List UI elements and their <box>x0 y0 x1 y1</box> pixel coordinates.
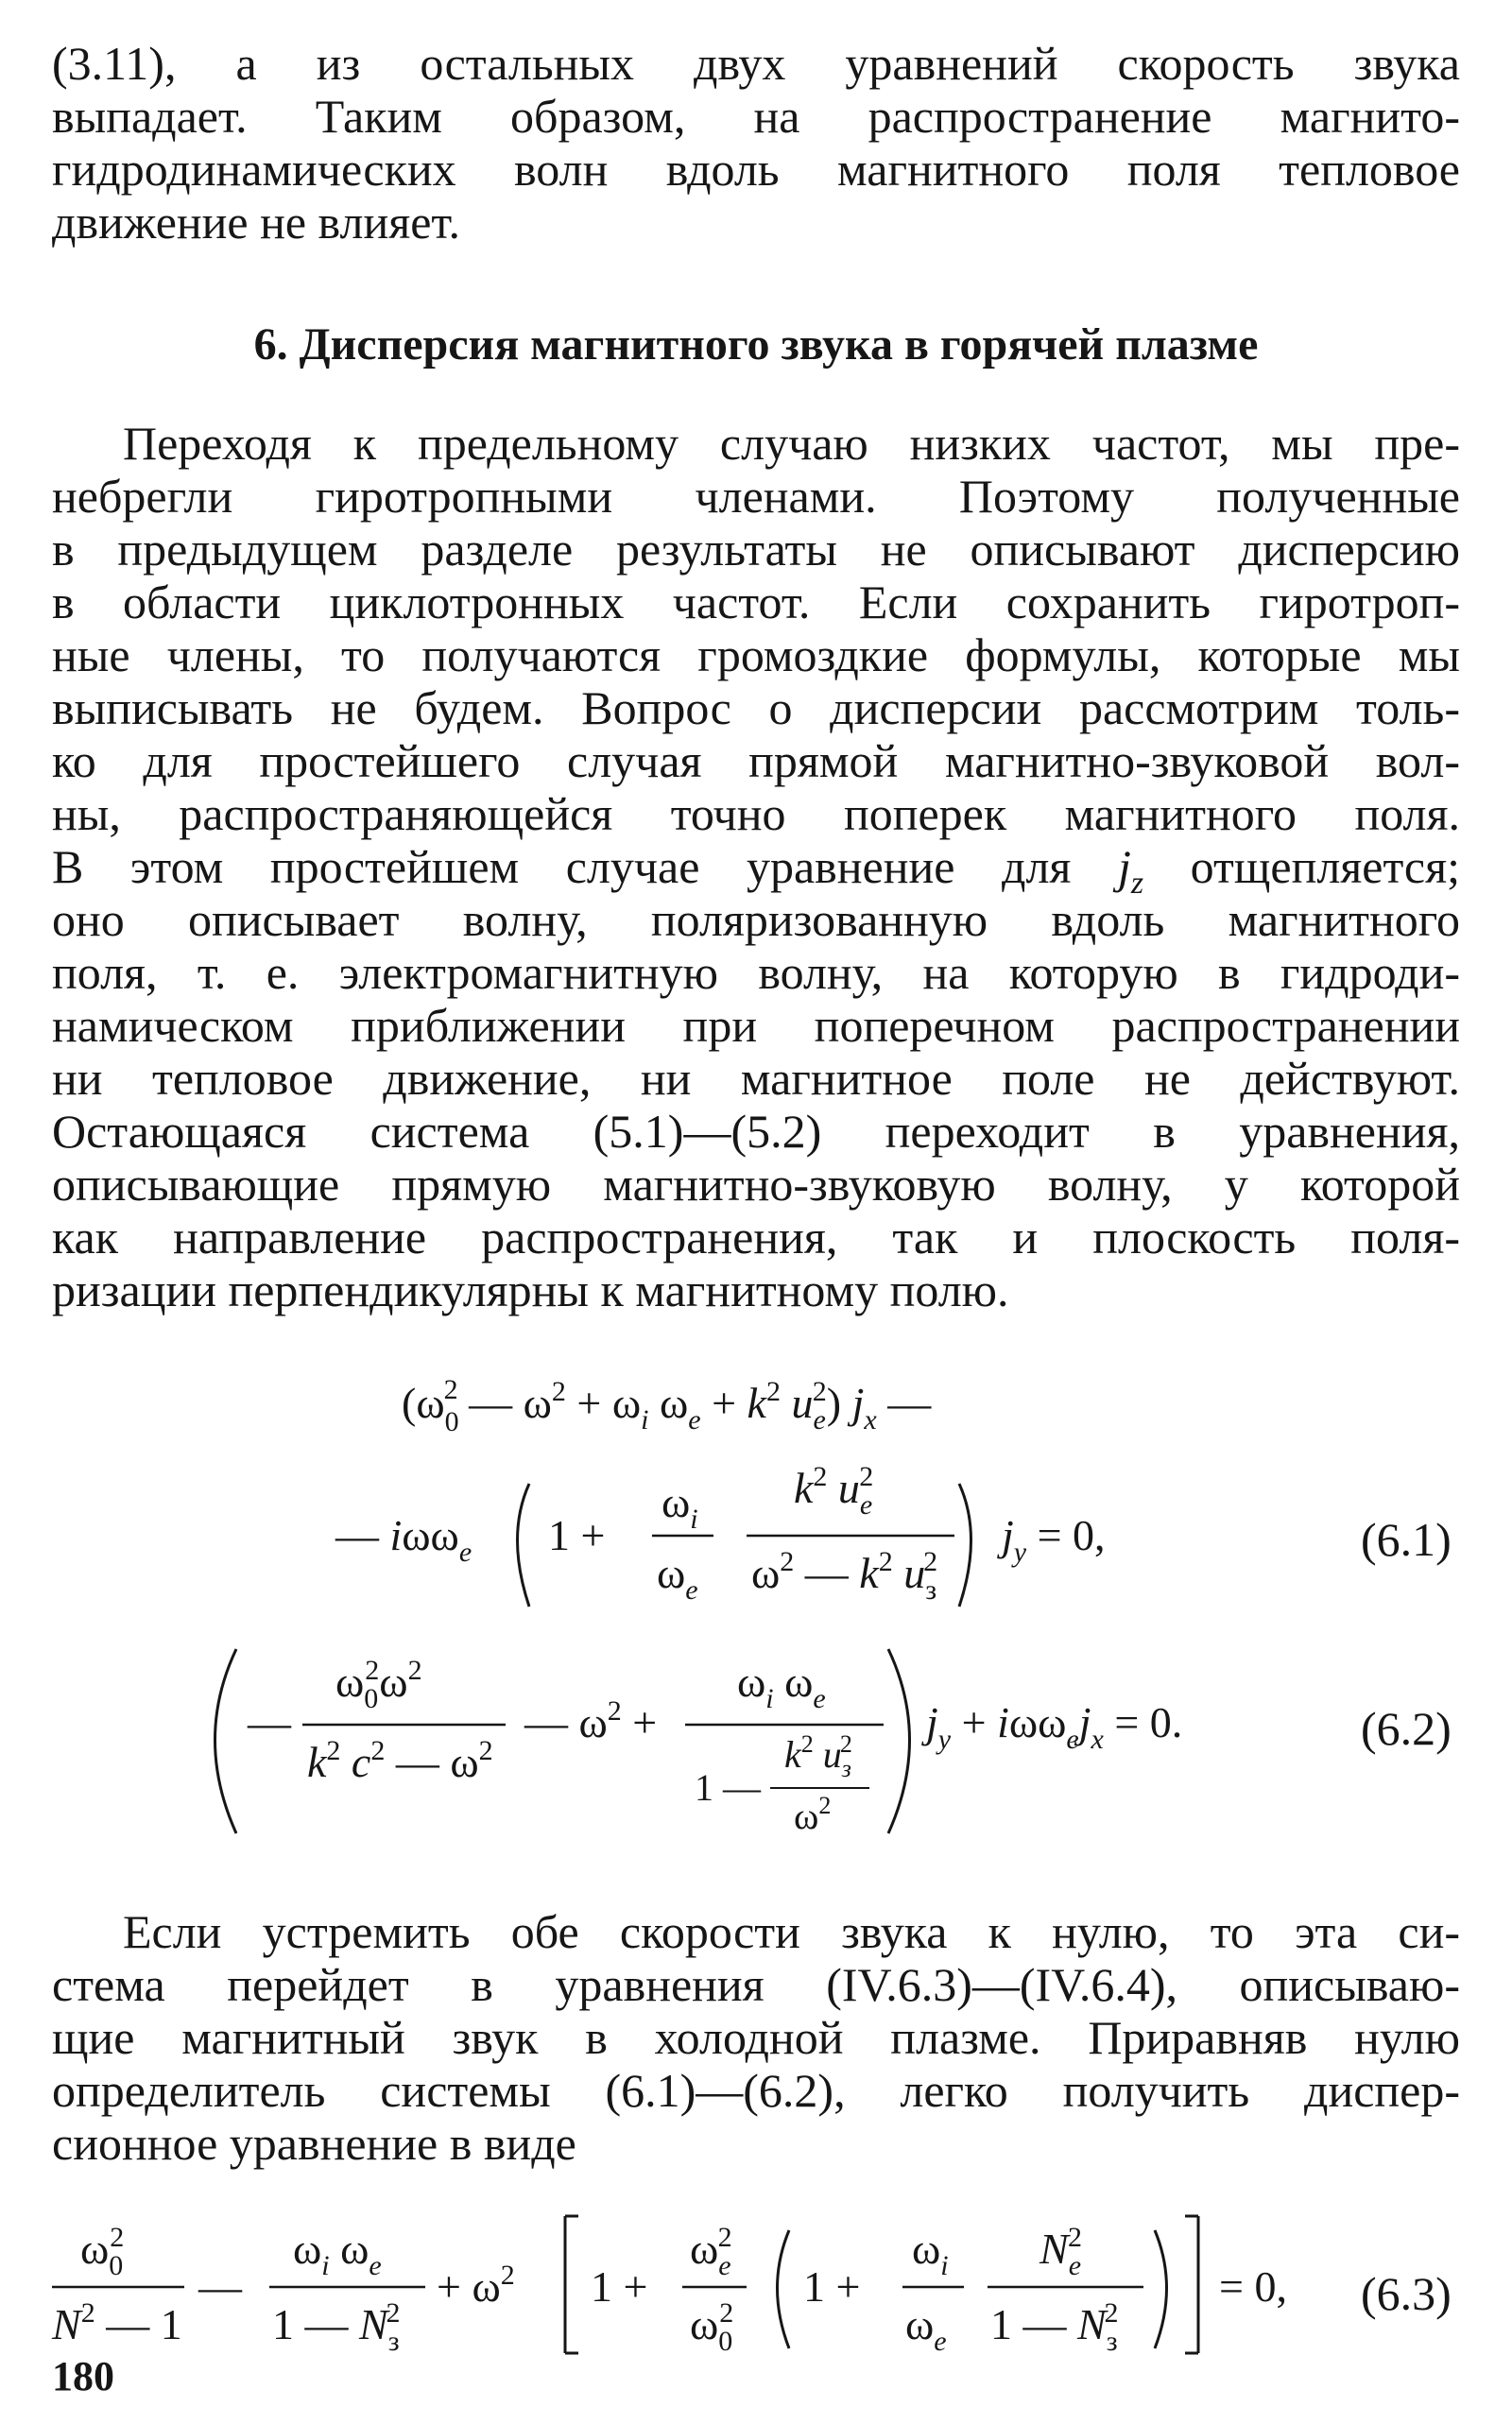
text-line: поля, т. е. электромагнитную волну, на которую в гидроди- <box>52 946 1460 999</box>
svg-text:(ω02 — ω2 + ωi ωe + k2 ue2) jx: ($\omega_02$ — $\omega^2 + \omega_i$ $\omega_e + k^2$ $u_e2$) $j_x$ — <box>402 1374 932 1437</box>
svg-text:ω02: $\omega_02$ <box>690 2297 734 2357</box>
text-line-jz: В этом простейшем случае уравнение для $j_z$ отщепляется; <box>52 840 1461 901</box>
page-number: 180 <box>52 2353 114 2399</box>
text-line: определитель системы (6.1)—(6.2), легко получить диспер- <box>52 2064 1460 2117</box>
text-line: сионное уравнение в виде <box>52 2117 576 2170</box>
svg-text:1 +: 1 + <box>803 2262 861 2311</box>
text-line: как направление распространения, так и плоскость поля- <box>52 1211 1460 1264</box>
text-line: гидродинамических волн вдоль магнитного поля тепловое <box>52 143 1460 196</box>
equation-number: (6.3) <box>1361 2267 1452 2320</box>
section-heading: 6. Дисперсия магнитного звука в горячей плазме <box>253 319 1259 370</box>
text-line: Остающаяся система (5.1)—(5.2) переходит в уравнения, <box>52 1105 1460 1158</box>
equation-6-1-line-2 <box>335 1461 1106 1607</box>
svg-text:1 — Nз2: 1 — $N_з2$ <box>990 2297 1119 2357</box>
equation-number: (6.1) <box>1361 1513 1452 1566</box>
text-line: движение не влияет. <box>52 196 460 249</box>
text-line: в предыдущем разделе результаты не описывают дисперсию <box>52 523 1460 576</box>
text-line: в области циклотронных частот. Если сохранить гиротроп- <box>52 576 1460 628</box>
svg-text:ωi: $\omega_i$ <box>662 1478 698 1535</box>
text-line: описывающие прямую магнитно-звуковую волну, у которой <box>52 1158 1460 1211</box>
svg-text:+ ω2: + $\omega^2$ <box>437 2260 515 2311</box>
text-line: (3.11), а из остальных двух уравнений скорость звука <box>52 37 1460 90</box>
svg-text:ωe: $\omega_e$ <box>657 1549 698 1606</box>
svg-text:ωi ωe: $\omega_i$ $\omega_e$ <box>737 1658 826 1714</box>
text-line: выписывать не будем. Вопрос о дисперсии рассмотрим толь- <box>52 681 1460 734</box>
text-line: стема перейдет в уравнения (IV.6.3)—(IV.6.4), описываю- <box>52 1958 1460 2011</box>
equation-6-2 <box>215 1649 1183 1837</box>
svg-text:N2 — 1: $N^2$ — 1 <box>52 2297 182 2348</box>
svg-text:1 +: 1 + <box>591 2262 648 2311</box>
equation-6-1-line-1 <box>402 1374 932 1437</box>
svg-text:— iωωe: — iωω$_e$ <box>335 1511 472 1568</box>
equation-number: (6.2) <box>1361 1702 1452 1755</box>
text-line: намическом приближении при поперечном распространении <box>52 999 1460 1052</box>
text-line: оно описывает волну, поляризованную вдоль магнитного <box>52 893 1460 946</box>
svg-text:Ne2: $N_e2$ <box>1040 2222 1083 2281</box>
svg-text:jy = 0,: $j_y = 0$, <box>1002 1511 1106 1568</box>
svg-text:ω02: $\omega_02$ <box>80 2222 125 2281</box>
svg-text:1 +: 1 + <box>548 1511 606 1559</box>
svg-text:ωi: $\omega_i$ <box>912 2225 949 2281</box>
text-line: Если устремить обе скорости звука к нулю, то эта си- <box>123 1905 1460 1958</box>
text-line: небрегли гиротропными членами. Поэтому полученные <box>52 470 1460 523</box>
text-line: ни тепловое движение, ни магнитное поле не действуют. <box>52 1052 1460 1105</box>
svg-text:ωi ωe: $\omega_i$ $\omega_e$ <box>293 2225 382 2281</box>
svg-text:k2 ue2: $k^2$ $u_e2$ <box>794 1461 874 1521</box>
text-line: Переходя к предельному случаю низких частот, мы пре- <box>123 417 1460 470</box>
svg-text:k2 c2 — ω2: $k^2$ $c^2$ — $\omega^2$ <box>307 1735 493 1786</box>
text-line: ко для простейшего случая прямой магнитно-звуковой вол- <box>52 734 1460 787</box>
text-line: щие магнитный звук в холодной плазме. Приравняв нулю <box>52 2011 1460 2064</box>
svg-text:1 —: 1 — <box>695 1766 761 1809</box>
text-line: ризации перпендикулярны к магнитному полю. <box>52 1264 1009 1316</box>
svg-text:ωe: $\omega_e$ <box>905 2300 947 2357</box>
svg-text:1 — Nз2: 1 — $N_з2$ <box>272 2297 401 2357</box>
svg-text:jy + iωωejx = 0.: $j_y + i\omega\omega_ej_x = 0$. <box>926 1698 1183 1755</box>
text-line: выпадает. Таким образом, на распространение магнито- <box>52 90 1460 143</box>
svg-text:= 0,: = 0, <box>1219 2262 1287 2311</box>
text-line: ны, распространяющейся точно поперек магнитного поля. <box>52 787 1460 840</box>
svg-text:—: — <box>248 1698 291 1746</box>
svg-text:— ω2 +: — $\omega^2$ + <box>524 1695 658 1746</box>
svg-text:k2 uз2: $k^2$ $u_з2$ <box>784 1730 852 1782</box>
svg-text:ω02ω2: $\omega_02\omega^2$ <box>335 1655 422 1714</box>
text-line: ные члены, то получаются громоздкие формулы, которые мы <box>52 628 1460 681</box>
svg-text:ω2: $\omega^2$ <box>794 1792 832 1837</box>
svg-text:ωe2: $\omega_e2$ <box>690 2222 732 2281</box>
equation-6-3 <box>51 2216 1287 2357</box>
svg-text:ω2 — k2 uз2: $\omega^2$ — $k^2$ $u_з2$ <box>751 1546 938 1606</box>
svg-text:—: — <box>198 2262 242 2311</box>
